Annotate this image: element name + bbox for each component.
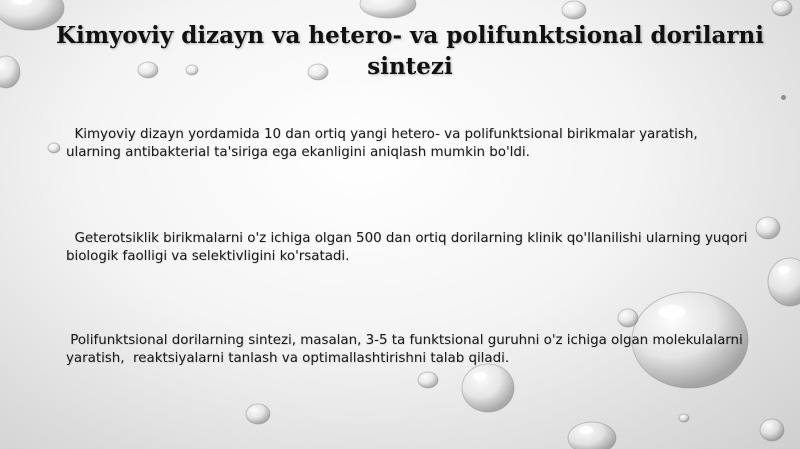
droplet bbox=[418, 372, 438, 388]
droplet-highlight bbox=[473, 372, 487, 380]
droplet bbox=[679, 414, 689, 422]
slide-nav-dot bbox=[781, 95, 786, 100]
droplet-highlight bbox=[579, 426, 593, 434]
paragraph-3: Polifunktsional dorilarning sintezi, masalan, 3-5 ta funktsional guruhni o'z ichiga olgan molekulalarni yaratish, reaktsiyalarni tanlash va optimallashtirishni talab qiladi. bbox=[66, 333, 748, 366]
droplet bbox=[772, 0, 792, 16]
droplet bbox=[0, 56, 20, 88]
droplet bbox=[360, 0, 416, 18]
droplet bbox=[568, 422, 616, 449]
droplet bbox=[462, 364, 514, 412]
droplet bbox=[246, 404, 270, 424]
paragraph-2: Geterotsiklik birikmalarni o'z ichiga olgan 500 dan ortiq dorilarning klinik qo'llanilishi ularning yuqori biologik faolligi va selektivligini ko'rsatadi. bbox=[66, 231, 752, 264]
droplet bbox=[760, 419, 784, 441]
droplet bbox=[756, 217, 780, 239]
slide-title: Kimyoviy dizayn va hetero- va polifunktsional dorilarni sintezi bbox=[56, 22, 764, 80]
droplet bbox=[618, 309, 638, 327]
droplet bbox=[768, 258, 800, 306]
paragraph-1: Kimyoviy dizayn yordamida 10 dan ortiq yangi hetero- va polifunktsional birikmalar yaratish, ularning antibakterial ta'siriga ega ekanligini aniqlash mumkin bo'ldi. bbox=[66, 127, 702, 160]
droplet bbox=[48, 143, 60, 153]
droplet-highlight bbox=[658, 305, 686, 319]
droplet-highlight bbox=[778, 266, 790, 274]
droplet bbox=[562, 1, 586, 19]
